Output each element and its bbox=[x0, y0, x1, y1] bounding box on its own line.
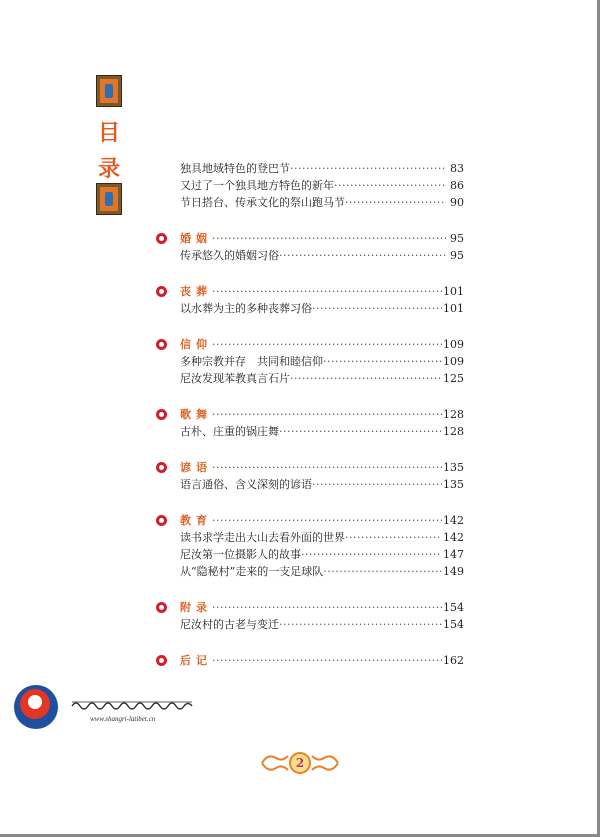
toc-entry-page: 109 bbox=[443, 355, 464, 368]
toc-entry[interactable] bbox=[152, 546, 468, 563]
toc-section-song-dance[interactable] bbox=[152, 406, 468, 423]
flower-bullet-icon bbox=[156, 655, 167, 666]
toc-entry-text: 以水葬为主的多种丧葬习俗 ····· bbox=[180, 300, 446, 317]
toc-entry-text: 读书求学走出大山去看外面的世界 ····· bbox=[180, 529, 446, 546]
toc-section-title: 谚语 ····· bbox=[180, 459, 446, 476]
toc-section-title: 信仰 ····· bbox=[180, 336, 446, 353]
toc-entry-page: 147 bbox=[443, 548, 464, 561]
toc-section-marriage[interactable] bbox=[152, 230, 468, 247]
toc-entry[interactable] bbox=[152, 353, 468, 370]
table-of-contents bbox=[152, 160, 468, 669]
toc-entry-page: 128 bbox=[443, 425, 464, 438]
toc-section-title: 歌舞 ····· bbox=[180, 406, 446, 423]
toc-entry-page: 135 bbox=[443, 478, 464, 491]
toc-entry[interactable] bbox=[152, 370, 468, 387]
flower-bullet-icon bbox=[156, 462, 167, 473]
toc-entry[interactable] bbox=[152, 476, 468, 493]
toc-entry[interactable] bbox=[152, 160, 468, 177]
toc-section-page: 135 bbox=[443, 461, 464, 474]
toc-section-education[interactable] bbox=[152, 512, 468, 529]
toc-entry[interactable] bbox=[152, 563, 468, 580]
logo-emblem-icon bbox=[14, 685, 58, 729]
page-number-ornament bbox=[258, 750, 342, 776]
toc-entry-text: 独具地域特色的登巴节 ····· bbox=[180, 160, 446, 177]
toc-section-afterword[interactable] bbox=[152, 652, 468, 669]
toc-section-page: 101 bbox=[443, 285, 464, 298]
toc-section-title: 教育 ····· bbox=[180, 512, 446, 529]
toc-entry-text: 从“隐秘村”走来的一支足球队 ····· bbox=[180, 563, 446, 580]
toc-section-page: 162 bbox=[443, 654, 464, 667]
toc-section-belief[interactable] bbox=[152, 336, 468, 353]
toc-entry-page: 149 bbox=[443, 565, 464, 578]
toc-section-page: 128 bbox=[443, 408, 464, 421]
flower-bullet-icon bbox=[156, 286, 167, 297]
toc-entry[interactable] bbox=[152, 616, 468, 633]
toc-entry-page: 101 bbox=[443, 302, 464, 315]
toc-section-title: 附录 ····· bbox=[180, 599, 446, 616]
toc-entry-page: 86 bbox=[450, 179, 464, 192]
toc-section-page: 154 bbox=[443, 601, 464, 614]
toc-section-page: 95 bbox=[450, 232, 464, 245]
toc-section-title: 后记 ····· bbox=[180, 652, 446, 669]
title-char-lu: 录 bbox=[97, 156, 120, 182]
toc-section-title: 婚姻 ····· bbox=[180, 230, 446, 247]
toc-entry-text: 尼汝发现苯教真言石片 ····· bbox=[180, 370, 446, 387]
toc-entry[interactable] bbox=[152, 194, 468, 211]
toc-entry-page: 125 bbox=[443, 372, 464, 385]
flower-bullet-icon bbox=[156, 602, 167, 613]
page-number: 2 bbox=[295, 756, 305, 770]
ornament-top bbox=[96, 75, 122, 107]
flower-bullet-icon bbox=[156, 339, 167, 350]
toc-entry-text: 又过了一个独具地方特色的新年 ····· bbox=[180, 177, 446, 194]
toc-section-page: 109 bbox=[443, 338, 464, 351]
toc-entry-page: 83 bbox=[450, 162, 464, 175]
toc-entry[interactable] bbox=[152, 177, 468, 194]
toc-entry-text: 尼汝村的古老与变迁 ····· bbox=[180, 616, 446, 633]
flower-bullet-icon bbox=[156, 409, 167, 420]
toc-entry-text: 尼汝第一位摄影人的故事 ····· bbox=[180, 546, 446, 563]
toc-entry-text: 节日搭台、传承文化的祭山跑马节 ····· bbox=[180, 194, 446, 211]
toc-entry[interactable] bbox=[152, 423, 468, 440]
flower-bullet-icon bbox=[156, 233, 167, 244]
toc-entry-text: 多种宗教并存 共同和睦信仰 ····· bbox=[180, 353, 446, 370]
toc-entry[interactable] bbox=[152, 529, 468, 546]
logo-tibetan-script-icon bbox=[70, 697, 194, 715]
toc-entry[interactable] bbox=[152, 300, 468, 317]
toc-entry-page: 142 bbox=[443, 531, 464, 544]
toc-section-page: 142 bbox=[443, 514, 464, 527]
flower-bullet-icon bbox=[156, 515, 167, 526]
toc-section-appendix[interactable] bbox=[152, 599, 468, 616]
title-char-mu: 目 bbox=[97, 120, 120, 146]
toc-entry[interactable] bbox=[152, 247, 468, 264]
toc-section-proverbs[interactable] bbox=[152, 459, 468, 476]
logo-url: www.shangri-latibet.cn bbox=[90, 715, 156, 723]
toc-entry-text: 语言通俗、含义深刻的谚语 ····· bbox=[180, 476, 446, 493]
toc-entry-page: 154 bbox=[443, 618, 464, 631]
toc-entry-page: 90 bbox=[450, 196, 464, 209]
ornament-bottom bbox=[96, 183, 122, 215]
toc-section-title: 丧葬 ····· bbox=[180, 283, 446, 300]
toc-section-funeral[interactable] bbox=[152, 283, 468, 300]
toc-entry-text: 传承悠久的婚姻习俗 ····· bbox=[180, 247, 446, 264]
toc-entry-page: 95 bbox=[450, 249, 464, 262]
toc-entry-text: 古朴、庄重的锅庄舞 ····· bbox=[180, 423, 446, 440]
publisher-logo bbox=[14, 685, 194, 745]
